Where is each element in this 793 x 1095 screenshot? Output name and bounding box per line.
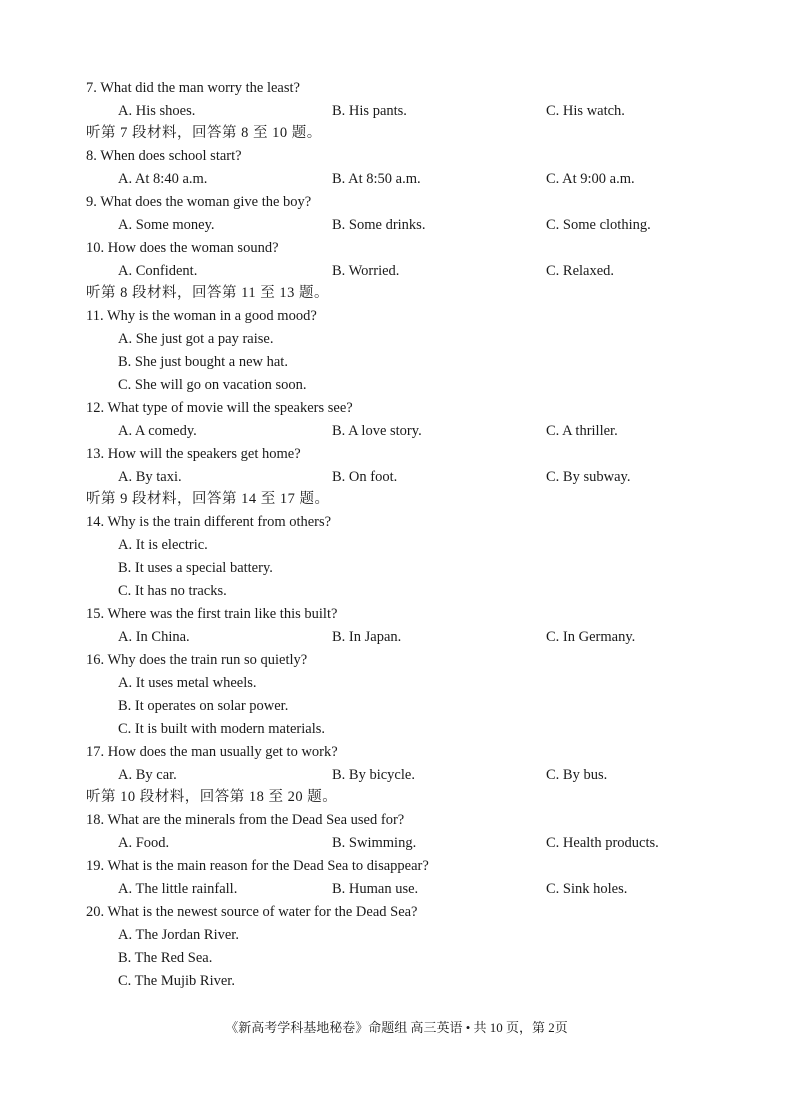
question-19-options [0,878,793,900]
option-a: A. Confident. [118,263,198,279]
question-stem: 14. Why is the train different from others? [86,514,332,530]
question-14-option-c [0,580,793,602]
option-a: A. At 8:40 a.m. [118,171,208,187]
question-16-option-b [0,695,793,717]
page-footer: 《新高考学科基地秘卷》命题组 高三英语 • 共 10 页，第 2页 [225,1020,568,1035]
question-14-option-a [0,534,793,556]
question-stem: 20. What is the newest source of water for the Dead Sea? [86,904,418,920]
option-b: B. On foot. [332,469,398,485]
question-9 [0,191,793,213]
option-a: A. In China. [118,629,190,645]
option-a: A. The Jordan River. [118,927,239,943]
option-a: A. Some money. [118,217,215,233]
question-8 [0,145,793,167]
section-instruction [0,786,793,808]
option-c: C. A thriller. [546,423,618,439]
option-a: A. His shoes. [118,103,196,119]
question-16-option-c [0,718,793,740]
question-11-option-a [0,328,793,350]
option-a: A. The little rainfall. [118,881,238,897]
question-11-option-b [0,351,793,373]
option-c: C. By subway. [546,469,631,485]
option-c: C. At 9:00 a.m. [546,171,635,187]
question-15 [0,603,793,625]
option-c: C. In Germany. [546,629,636,645]
option-b: B. By bicycle. [332,767,415,783]
option-b: B. Some drinks. [332,217,426,233]
option-c: C. It has no tracks. [118,583,227,599]
option-c: C. Some clothing. [546,217,651,233]
section-instruction [0,122,793,144]
question-18 [0,809,793,831]
question-stem: 12. What type of movie will the speakers see? [86,400,353,416]
option-a: A. By taxi. [118,469,182,485]
question-stem: 13. How will the speakers get home? [86,446,301,462]
option-b: B. It operates on solar power. [118,698,289,714]
question-12-options [0,420,793,442]
option-c: C. She will go on vacation soon. [118,377,307,393]
option-c: C. The Mujib River. [118,973,235,989]
question-20-option-c [0,970,793,992]
question-18-options [0,832,793,854]
option-b: B. She just bought a new hat. [118,354,288,370]
option-a: A. By car. [118,767,177,783]
question-17 [0,741,793,763]
question-15-options [0,626,793,648]
option-a: A. It uses metal wheels. [118,675,257,691]
option-b: B. At 8:50 a.m. [332,171,421,187]
question-stem: 16. Why does the train run so quietly? [86,652,308,668]
question-20 [0,901,793,923]
option-c: C. His watch. [546,103,625,119]
question-stem: 11. Why is the woman in a good mood? [86,308,317,324]
option-a: A. Food. [118,835,170,851]
question-11-option-c [0,374,793,396]
question-7-options [0,100,793,122]
question-10-options [0,260,793,282]
option-b: B. In Japan. [332,629,402,645]
instruction-text: 听第 10 段材料，回答第 18 至 20 题。 [86,789,338,805]
instruction-text: 听第 7 段材料，回答第 8 至 10 题。 [86,125,322,141]
question-stem: 8. When does school start? [86,148,242,164]
section-instruction [0,282,793,304]
question-stem: 18. What are the minerals from the Dead Sea used for? [86,812,405,828]
question-stem: 7. What did the man worry the least? [86,80,300,96]
option-c: C. Sink holes. [546,881,628,897]
question-9-options [0,214,793,236]
question-13-options [0,466,793,488]
option-b: B. The Red Sea. [118,950,213,966]
instruction-text: 听第 9 段材料，回答第 14 至 17 题。 [86,491,330,507]
question-7 [0,77,793,99]
question-13 [0,443,793,465]
option-b: B. Human use. [332,881,419,897]
question-14-option-b [0,557,793,579]
question-10 [0,237,793,259]
question-14 [0,511,793,533]
option-b: B. Swimming. [332,835,417,851]
option-b: B. It uses a special battery. [118,560,273,576]
section-instruction [0,488,793,510]
instruction-text: 听第 8 段材料，回答第 11 至 13 题。 [86,285,329,301]
question-12 [0,397,793,419]
question-stem: 19. What is the main reason for the Dead Sea to disappear? [86,858,429,874]
question-16-option-a [0,672,793,694]
option-a: A. A comedy. [118,423,197,439]
option-c: C. By bus. [546,767,608,783]
option-b: B. His pants. [332,103,407,119]
question-19 [0,855,793,877]
question-11 [0,305,793,327]
question-stem: 9. What does the woman give the boy? [86,194,312,210]
question-17-options [0,764,793,786]
question-stem: 15. Where was the first train like this built? [86,606,338,622]
option-a: A. It is electric. [118,537,208,553]
option-b: B. Worried. [332,263,400,279]
option-c: C. Health products. [546,835,659,851]
option-c: C. It is built with modern materials. [118,721,326,737]
question-20-option-a [0,924,793,946]
question-16 [0,649,793,671]
question-stem: 17. How does the man usually get to work? [86,744,338,760]
option-c: C. Relaxed. [546,263,615,279]
option-a: A. She just got a pay raise. [118,331,274,347]
question-20-option-b [0,947,793,969]
question-stem: 10. How does the woman sound? [86,240,279,256]
option-b: B. A love story. [332,423,422,439]
question-8-options [0,168,793,190]
